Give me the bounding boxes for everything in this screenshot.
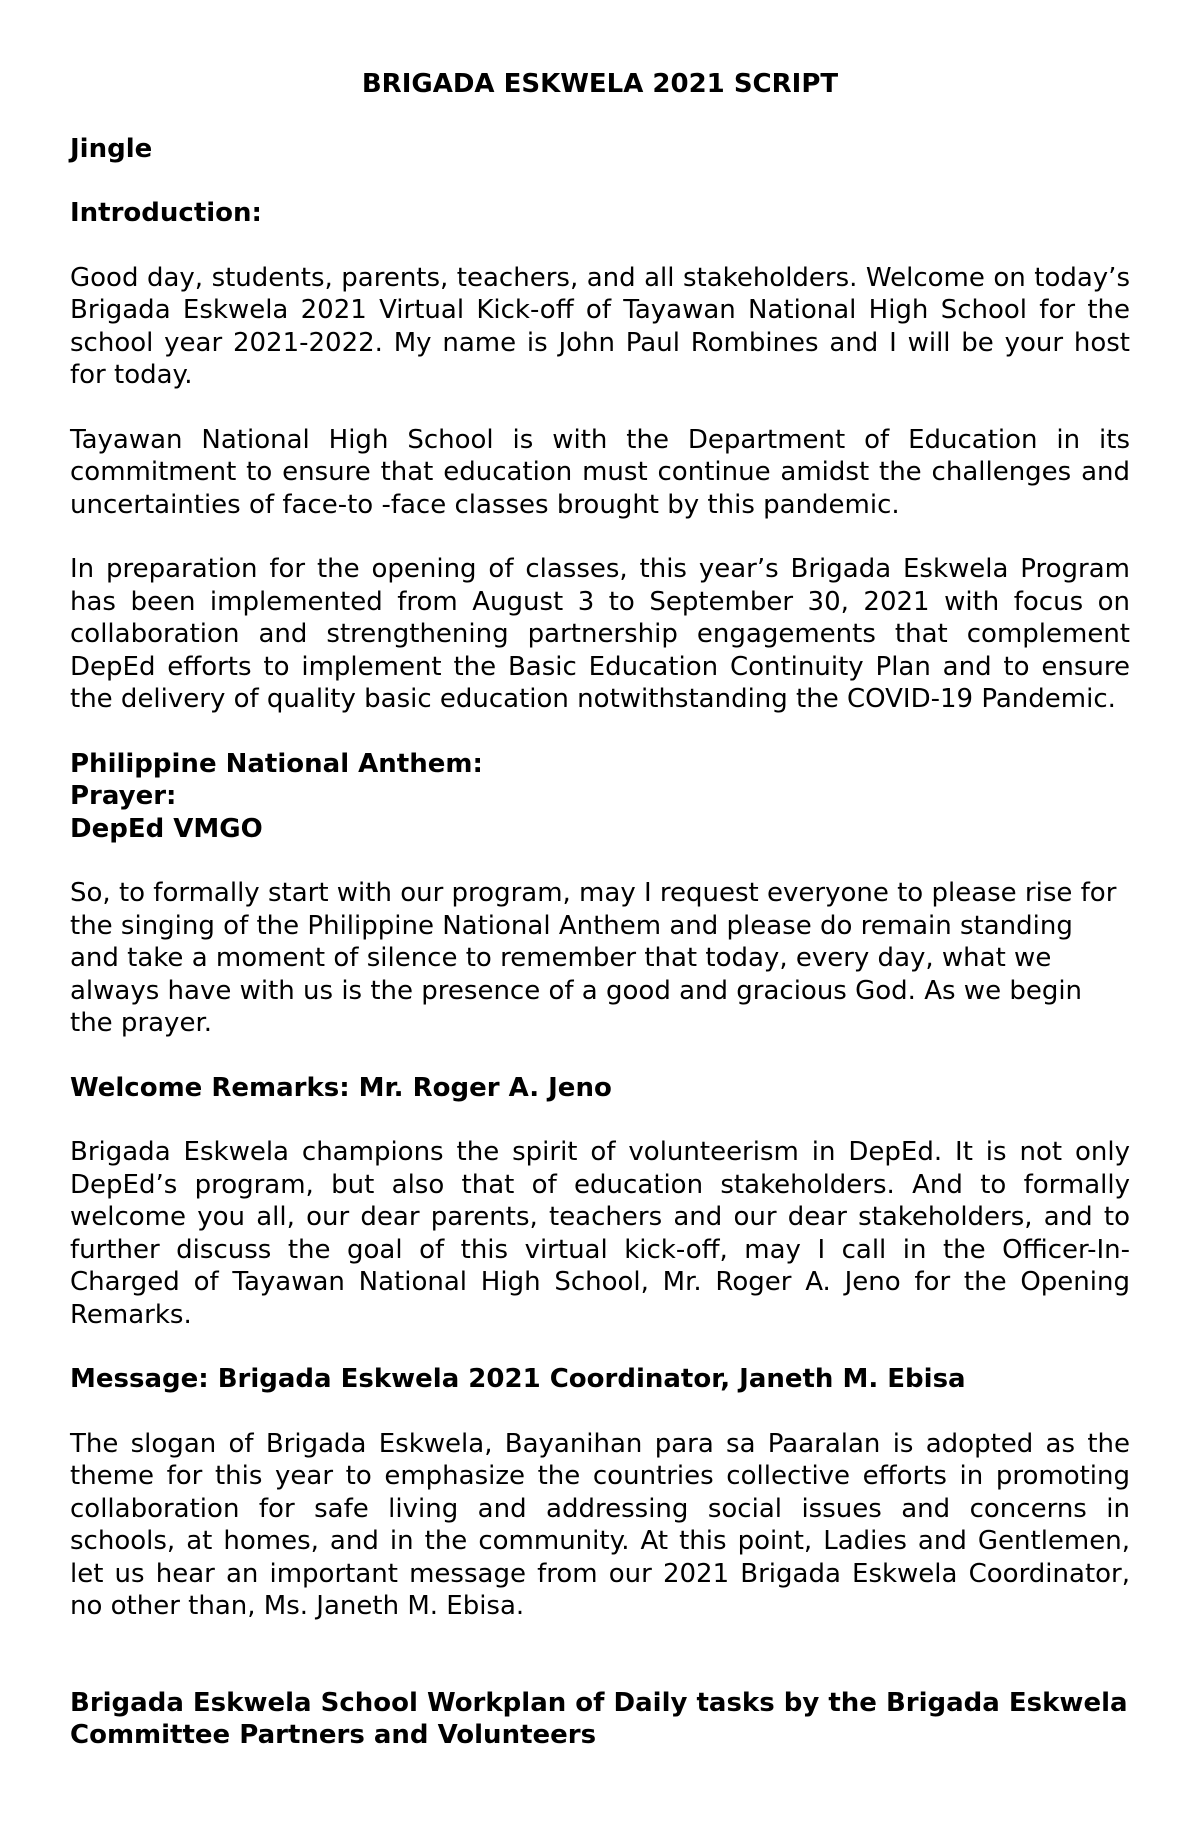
workplan-heading: Brigada Eskwela School Workplan of Daily tasks by the Brigada Eskwela Committee Partners and Volunteers xyxy=(70,1687,1128,1750)
introduction-heading: Introduction: xyxy=(70,198,262,228)
jingle-heading: Jingle xyxy=(70,133,153,164)
welcome-paragraph: Brigada Eskwela champions the spirit of volunteerism in DepEd. It is not only DepEd’s program, but also that of education stakeholders. And to formally welcome you all, our dear parents, teachers and our dear stakeholders, and to further discuss the goal of this virtual kick-off, may I call in the Officer-In-Charged of Tayawan National High School, Mr. Roger A. Jeno for the Opening Remarks. xyxy=(70,1137,1130,1330)
opening-headings xyxy=(70,748,1130,846)
introduction-paragraph-2: Tayawan National High School is with the Department of Education in its commitment to ensure that education must continue amidst the challenges and uncertainties of face-to -face classes brought by this pandemic. xyxy=(70,424,1130,520)
opening-paragraph: So, to formally start with our program, may I request everyone to please rise for the singing of the Philippine National Anthem and please do remain standing and take a moment of silence to remember that today, every day, what we always have with us is the presence of a good and gracious God. As we begin the prayer. xyxy=(70,878,1117,1038)
document-title: BRIGADA ESKWELA 2021 SCRIPT xyxy=(361,69,839,99)
welcome-heading: Welcome Remarks: Mr. Roger A. Jeno xyxy=(70,1072,612,1103)
introduction-paragraph-3: In preparation for the opening of classes, this year’s Brigada Eskwela Program has been implemented from August 3 to September 30, 2021 with focus on collaboration and strengthening partnership engagements that complement DepEd efforts to implement the Basic Education Continuity Plan and to ensure the delivery of quality basic education notwithstanding the COVID-19 Pandemic. xyxy=(70,554,1130,714)
message-paragraph: The slogan of Brigada Eskwela, Bayanihan para sa Paaralan is adopted as the theme for this year to emphasize the countries collective efforts in promoting collaboration for safe living and addressing social issues and concerns in schools, at homes, and in the community. At this point, Ladies and Gentlemen, let us hear an important message from our 2021 Brigada Eskwela Coordinator, no other than, Ms. Janeth M. Ebisa. xyxy=(70,1428,1130,1621)
anthem-heading: Philippine National Anthem: xyxy=(70,748,483,779)
vmgo-heading: DepEd VMGO xyxy=(70,813,263,844)
prayer-heading: Prayer: xyxy=(70,781,177,811)
introduction-paragraph-1: Good day, students, parents, teachers, and all stakeholders. Welcome on today’s Brigada Eskwela 2021 Virtual Kick-off of Tayawan National High School for the school year 2021-2022. My name is John Paul Rombines and I will be your host for today. xyxy=(70,262,1130,390)
message-heading: Message: Brigada Eskwela 2021 Coordinator, Janeth M. Ebisa xyxy=(70,1364,966,1394)
